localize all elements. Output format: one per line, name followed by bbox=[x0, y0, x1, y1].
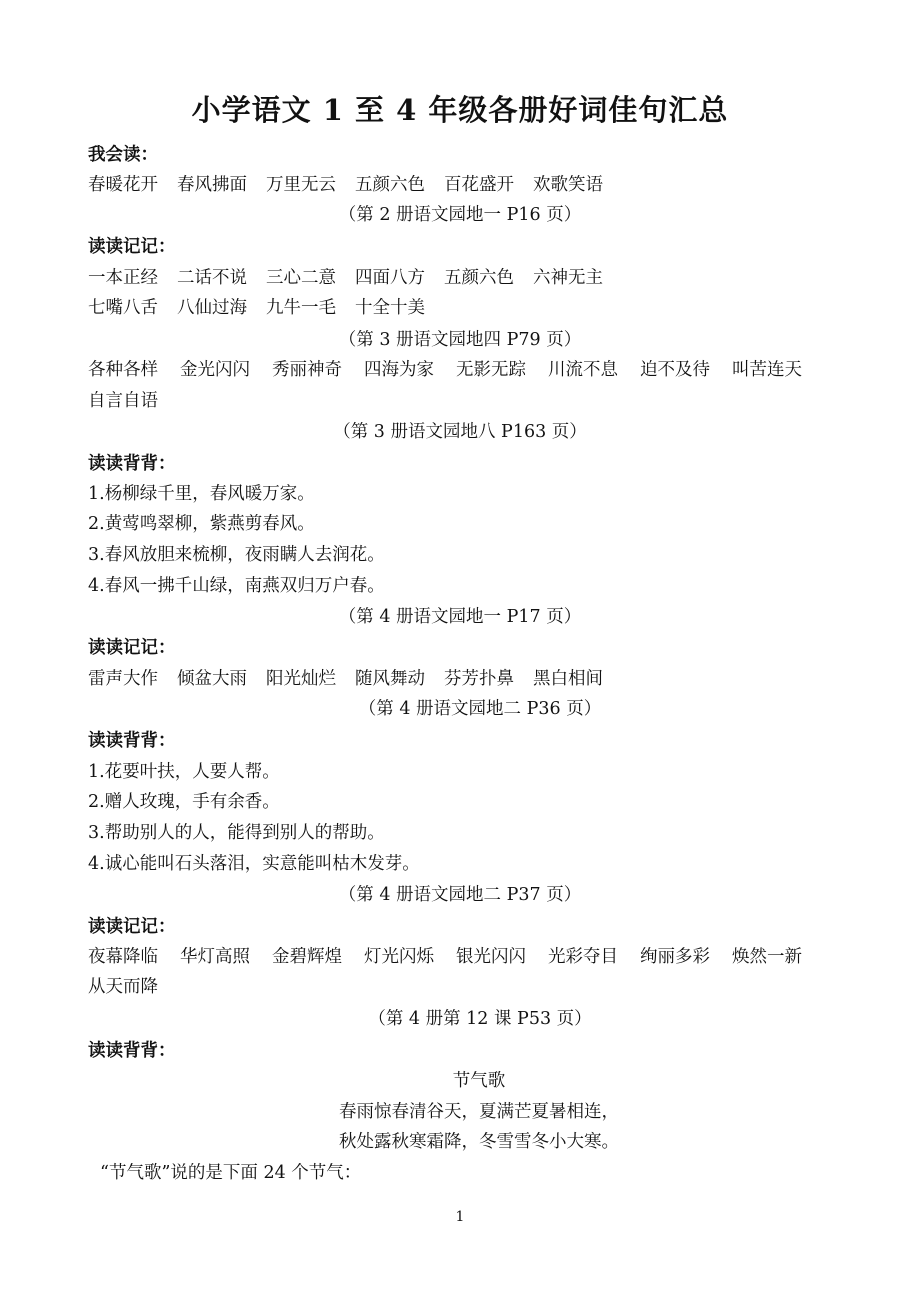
word: 夜幕降临 bbox=[88, 947, 158, 967]
word: 迫不及待 bbox=[640, 360, 710, 380]
word: 七嘴八舌 bbox=[88, 298, 158, 318]
numbered-sentence: 3.帮助别人的人，能得到别人的帮助。 bbox=[88, 823, 385, 843]
word: 春风拂面 bbox=[177, 175, 247, 195]
source-reference: （第 3 册语文园地八 P163 页） bbox=[333, 422, 587, 442]
word: 绚丽多彩 bbox=[640, 947, 710, 967]
word: 一本正经 bbox=[88, 268, 158, 288]
section-label: 读读背背： bbox=[88, 731, 176, 751]
word: 倾盆大雨 bbox=[177, 669, 247, 689]
numbered-sentence: 4.春风一拂千山绿，南燕双归万户春。 bbox=[88, 576, 385, 596]
word: 秀丽神奇 bbox=[272, 360, 342, 380]
numbered-sentence: 2.赠人玫瑰，手有余香。 bbox=[88, 792, 280, 812]
numbered-sentence: 3.春风放胆来梳柳，夜雨瞒人去润花。 bbox=[88, 545, 385, 565]
numbered-sentence: 1.杨柳绿千里，春风暖万家。 bbox=[88, 484, 315, 504]
numbered-sentence: 1.花要叶扶，人要人帮。 bbox=[88, 762, 280, 782]
word: 阳光灿烂 bbox=[266, 669, 336, 689]
word-row bbox=[88, 263, 603, 293]
word: 八仙过海 bbox=[177, 298, 247, 318]
word: 华灯高照 bbox=[180, 947, 250, 967]
word: 五颜六色 bbox=[355, 175, 425, 195]
word: 叫苦连天 bbox=[732, 360, 802, 380]
source-reference: （第 4 册语文园地二 P37 页） bbox=[338, 885, 582, 905]
word: 金光闪闪 bbox=[180, 360, 250, 380]
word: 九牛一毛 bbox=[266, 298, 336, 318]
section-label: 读读记记： bbox=[88, 638, 176, 658]
section-label: 读读背背： bbox=[88, 454, 176, 474]
poem-line: 秋处露秋寒霜降，冬雪雪冬小大寒。 bbox=[339, 1132, 619, 1152]
word: 万里无云 bbox=[266, 175, 336, 195]
word: 芬芳扑鼻 bbox=[444, 669, 514, 689]
word: 欢歌笑语 bbox=[533, 175, 603, 195]
word: 十全十美 bbox=[355, 298, 425, 318]
section-label: 读读记记： bbox=[88, 237, 176, 257]
page-number: 1 bbox=[455, 1209, 465, 1225]
source-reference: （第 4 册语文园地一 P17 页） bbox=[338, 607, 582, 627]
poem-note: “节气歌”说的是下面 24 个节气： bbox=[100, 1163, 362, 1183]
source-reference: （第 3 册语文园地四 P79 页） bbox=[338, 330, 582, 350]
section-label: 读读背背： bbox=[88, 1041, 176, 1061]
word: 各种各样 bbox=[88, 360, 158, 380]
word: 五颜六色 bbox=[444, 268, 514, 288]
word: 四海为家 bbox=[364, 360, 434, 380]
word-row bbox=[88, 942, 802, 972]
section-label: 我会读： bbox=[88, 145, 158, 165]
word-row bbox=[88, 355, 802, 385]
word: 焕然一新 bbox=[732, 947, 802, 967]
word: 黑白相间 bbox=[533, 669, 603, 689]
word: 二话不说 bbox=[177, 268, 247, 288]
word-row-continued: 从天而降 bbox=[88, 977, 158, 997]
word: 随风舞动 bbox=[355, 669, 425, 689]
page-title: 小学语文 1 至 4 年级各册好词佳句汇总 bbox=[191, 93, 729, 127]
word: 雷声大作 bbox=[88, 669, 158, 689]
word: 春暖花开 bbox=[88, 175, 158, 195]
poem-line: 春雨惊春清谷天，夏满芒夏暑相连， bbox=[339, 1102, 619, 1122]
word-row bbox=[88, 170, 603, 200]
source-reference: （第 4 册语文园地二 P36 页） bbox=[358, 699, 602, 719]
word-row bbox=[88, 664, 603, 694]
word: 四面八方 bbox=[355, 268, 425, 288]
word: 六神无主 bbox=[533, 268, 603, 288]
section-label: 读读记记： bbox=[88, 917, 176, 937]
source-reference: （第 4 册第 12 课 P53 页） bbox=[368, 1009, 592, 1029]
numbered-sentence: 4.诚心能叫石头落泪，实意能叫枯木发芽。 bbox=[88, 854, 420, 874]
word: 金碧辉煌 bbox=[272, 947, 342, 967]
word: 三心二意 bbox=[266, 268, 336, 288]
poem-title: 节气歌 bbox=[452, 1071, 506, 1091]
word: 光彩夺目 bbox=[548, 947, 618, 967]
word-row bbox=[88, 293, 425, 323]
word: 百花盛开 bbox=[444, 175, 514, 195]
word: 无影无踪 bbox=[456, 360, 526, 380]
word: 银光闪闪 bbox=[456, 947, 526, 967]
numbered-sentence: 2.黄莺鸣翠柳，紫燕剪春风。 bbox=[88, 514, 315, 534]
word: 灯光闪烁 bbox=[364, 947, 434, 967]
word-row-continued: 自言自语 bbox=[88, 391, 158, 411]
word: 川流不息 bbox=[548, 360, 618, 380]
source-reference: （第 2 册语文园地一 P16 页） bbox=[338, 205, 582, 225]
